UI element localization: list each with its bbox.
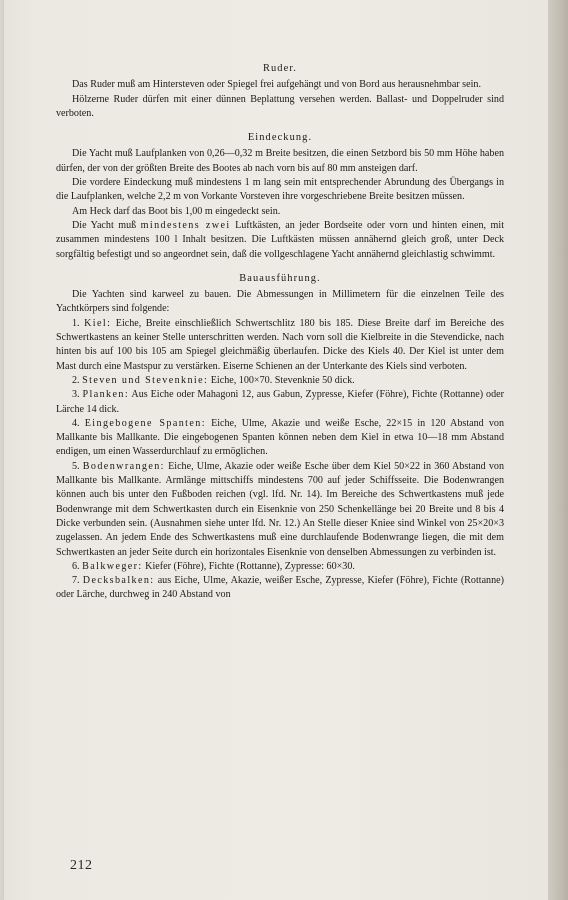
book-spine-shadow: [548, 0, 568, 900]
item-text: Eiche, Ulme, Akazie und weiße Esche, 22×15 in 120 Abstand von Mallkante bis Mallkante. Die eingebogenen Spanten können neben dem Kiel in etwa 10—18 mm Abstand endigen, um einen Wasserdurchlauf zu ermöglichen.: [56, 417, 504, 458]
paragraph: Am Heck darf das Boot bis 1,00 m eingedeckt sein.: [72, 205, 281, 217]
book-page: [4, 0, 548, 900]
section-heading-ruder: Ruder.: [262, 63, 298, 74]
paragraph: [56, 219, 504, 262]
item-term: Bodenwrangen:: [82, 460, 165, 472]
paragraph: Die vordere Eindeckung muß mindestens 1 m lang sein mit entsprechender Abrundung des Übergangs in die Laufplanken, welche 2,2 m von Vorkante Vorsteven ihre vorgeschriebene Breite besitzen müssen.: [56, 177, 504, 203]
item-text: Eiche, Breite einschließlich Schwertschlitz 180 bis 185. Diese Breite darf im Bereiche des Schwertkastens an keiner Stelle unterschritten werden. Nach vorn soll die Kielbreite in die Stevendicke, nach hinten bis auf 100 bis 105 am Spiegel gleichmäßig überlaufen. Dicke des Kiels 40. Der Kiel ist unter dem Mast durch eine Mastspur zu verstärken. Eiserne Schienen an der Unterkante des Kiels sind verboten.: [56, 317, 504, 372]
list-item: [56, 574, 504, 603]
section-heading-bauausfuehrung: Bauausführung.: [239, 272, 321, 284]
list-item: [56, 460, 504, 560]
item-term: Decksbalken:: [82, 575, 155, 587]
list-item: [56, 317, 504, 374]
paragraph: Hölzerne Ruder dürfen mit einer dünnen Beplattung versehen werden. Ballast- und Doppelruder sind verboten.: [56, 93, 504, 119]
item-text: Aus Eiche oder Mahagoni 12, aus Gabun, Zypresse, Kiefer (Föhre), Fichte (Rottanne) oder Lärche 14 dick.: [56, 389, 504, 415]
list-item: [56, 560, 504, 574]
item-number: 4.: [72, 417, 80, 429]
item-text: aus Eiche, Ulme, Akazie, weißer Esche, Zypresse, Kiefer (Föhre), Fichte (Rottanne) oder Lärche, durchweg in 240 Abstand von: [56, 575, 504, 601]
paragraph: Die Yachten sind karweel zu bauen. Die Abmessungen in Millimetern für die einzelnen Teile des Yachtkörpers sind folgende:: [56, 289, 504, 315]
list-item: [56, 374, 504, 388]
item-number: 6.: [72, 560, 80, 572]
page-number: 212: [70, 858, 93, 873]
item-term: Steven und Stevenknie:: [82, 374, 209, 386]
item-term: Planken:: [82, 389, 130, 401]
item-number: 5.: [72, 460, 80, 472]
list-item: [56, 388, 504, 417]
page-content: [56, 62, 504, 603]
paragraph: Die Yacht muß Laufplanken von 0,26—0,32 m Breite besitzen, die einen Setzbord bis 50 mm Höhe haben dürfen, der von der größten Breite des Bootes ab nach vorn bis auf 80 mm ansteigen darf.: [56, 148, 504, 174]
item-term: Eingebogene Spanten:: [84, 417, 206, 429]
item-number: 3.: [72, 389, 80, 401]
paragraph: Das Ruder muß am Hintersteven oder Spiegel frei aufgehängt und von Bord aus herausnehmbar sein.: [72, 79, 481, 91]
item-term: Balkweger:: [82, 560, 143, 572]
item-text: Eiche, Ulme, Akazie oder weiße Esche über dem Kiel 50×22 in 360 Abstand von Mallkante bis Mallkante. Armlänge mittschiffs mindestens 700 auf jeder Schiffsseite. Die Bodenwrangen können auch bis unter den Fußboden reichen (vgl. lfd. Nr. 14). Im Bereiche des Schwertkastens muß jede Bodenwrange mit dem Schwertkasten durch ein Eisenknie von 250 Schenkellänge bei 20 Breite und 8 bis 4 Dicke verbunden sein. (Ausnahmen siehe unter lfd. Nr. 12.) An Stelle dieser Kniee sind Winkel von 25×20×3 zugelassen. An jedem Ende des Schwertkastens muß eine durchlaufende Bodenwrange liegen, die mit dem Schwertkasten an jeder Seite durch ein horizontales Eisenknie von denselben Abmessungen zu verbinden ist.: [56, 460, 504, 558]
item-text: Eiche, 100×70. Stevenknie 50 dick.: [210, 374, 355, 386]
spaced-emphasis: mindestens zwei: [140, 219, 231, 231]
list-item: [56, 417, 504, 460]
item-term: Kiel:: [84, 317, 112, 329]
item-text: Kiefer (Föhre), Fichte (Rottanne), Zypresse: 60×30.: [145, 560, 355, 572]
item-number: 7.: [72, 575, 80, 587]
item-number: 1.: [72, 317, 80, 329]
text-run: Luftkästen, an jeder Bordseite oder vorn und hinten einen, mit zusammen mindestens 100 l Inhalt besitzen. Die Luftkästen müssen annähernd gleich groß, unter Deck sorgfältig befestigt und so angeordnet sein, daß die vollgeschlagene Yacht annähernd gleichlastig schwimmt.: [56, 219, 504, 260]
section-heading-eindeckung: Eindeckung.: [247, 132, 313, 144]
text-run: Die Yacht muß: [72, 219, 137, 231]
item-number: 2.: [72, 374, 80, 386]
